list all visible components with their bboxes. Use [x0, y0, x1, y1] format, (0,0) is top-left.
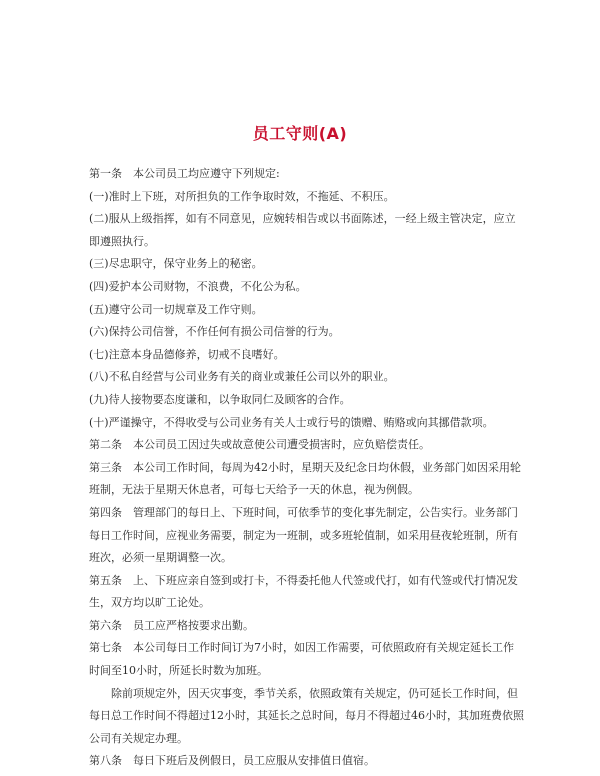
- article-paragraph: 第二条 本公司员工因过失或故意使公司遭受损害时，应负赔偿责任。: [89, 438, 430, 452]
- article-paragraph: 第五条 上、下班应亲自签到或打卡，不得委托他人代签或代打，如有代签或代打情况发生，双方均以旷工论处。: [89, 573, 518, 610]
- clause-paragraph: (七)注意本身品德修养，切戒不良嗜好。: [89, 347, 285, 361]
- clause-paragraph: (九)待人接物要态度谦和，以争取同仁及顾客的合作。: [89, 392, 351, 406]
- article-paragraph: 第三条 本公司工作时间，每周为42小时，星期天及纪念日均休假，业务部门如因采用轮班制，无法于星期天休息者，可每七天给予一天的休息，视为例假。: [89, 460, 521, 497]
- article-continuation-paragraph: 除前项规定外，因天灾事变，季节关系，依照政策有关规定，仍可延长工作时间，但每日总工作时间不得超过12小时，其延长之总时间，每月不得超过46小时，其加班费依照公司有关规定办理。: [89, 686, 524, 745]
- document-body: [89, 163, 524, 773]
- clause-paragraph: (四)爱护本公司财物，不浪费，不化公为私。: [89, 279, 307, 293]
- article-paragraph: 第八条 每日下班后及例假日，员工应服从安排值日值宿。: [89, 754, 375, 768]
- article-paragraph: 第四条 管理部门的每日上、下班时间，可依季节的变化事先制定，公告实行。业务部门每日工作时间，应视业务需要，制定为一班制，或多班轮值制，如采用昼夜轮班制，所有班次，必须一星期调整一次。: [89, 505, 518, 565]
- clause-paragraph: (五)遵守公司一切规章及工作守则。: [89, 302, 263, 316]
- article-paragraph: 第一条 本公司员工均应遵守下列规定:: [89, 167, 280, 180]
- article-paragraph: 第六条 员工应严格按要求出勤。: [89, 618, 254, 632]
- clause-paragraph: (二)服从上级指挥，如有不同意见，应婉转相告或以书面陈述，一经上级主管决定，应立即遵照执行。: [89, 212, 516, 248]
- document-title: 员工守则(A): [252, 124, 348, 143]
- clause-paragraph: (八)不私自经营与公司业务有关的商业或兼任公司以外的职业。: [89, 370, 395, 384]
- clause-paragraph: (一)准时上下班，对所担负的工作争取时效，不拖延、不积压。: [89, 189, 395, 203]
- article-paragraph: 第七条 本公司每日工作时间订为7小时，如因工作需要，可依照政府有关规定延长工作时间至10小时，所延长时数为加班。: [89, 641, 514, 678]
- clause-paragraph: (三)尽忠职守，保守业务上的秘密。: [89, 257, 263, 271]
- clause-paragraph: (十)严谨操守，不得收受与公司业务有关人士或行号的馈赠、贿赂或向其挪借款项。: [89, 415, 494, 429]
- clause-paragraph: (六)保持公司信誉，不作任何有损公司信誉的行为。: [89, 325, 340, 339]
